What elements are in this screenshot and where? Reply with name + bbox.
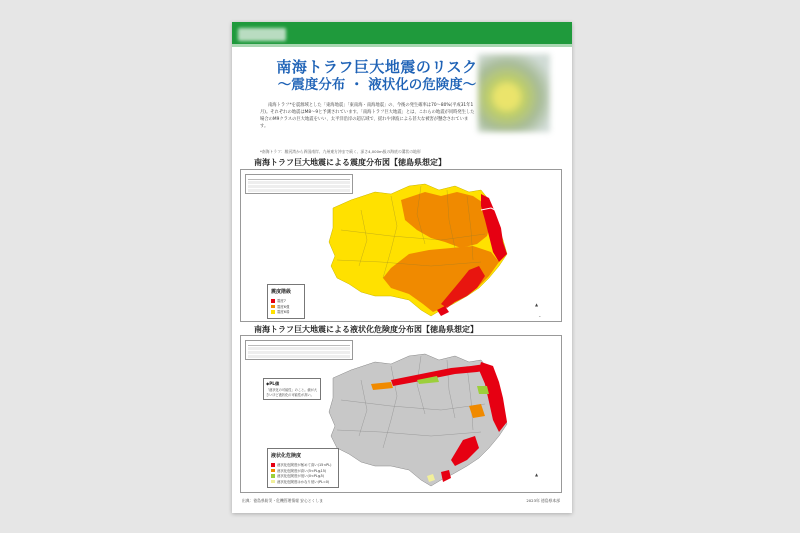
header-bar bbox=[232, 22, 572, 44]
footer-credit: 2023年 徳島県本部 bbox=[526, 498, 560, 503]
legend-swatch bbox=[271, 305, 275, 309]
legend-swatch bbox=[271, 463, 275, 467]
legend-label: 震度6強 bbox=[277, 304, 290, 309]
footer-source: 出典：徳島県防災・危機管理情報 安心とくしま bbox=[242, 498, 323, 503]
legend-item bbox=[271, 309, 301, 315]
scale-bar: ━ bbox=[539, 315, 541, 318]
legend-item bbox=[271, 468, 335, 474]
liquefaction-legend bbox=[267, 448, 339, 488]
north-arrow-icon: ▲ bbox=[535, 302, 539, 307]
north-arrow-icon: ▲ bbox=[535, 472, 539, 477]
seismic-map-title: 南海トラフ巨大地震による震度分布図【徳島県想定】 bbox=[254, 158, 446, 167]
liquefaction-legend-title: 液状化危険度 bbox=[271, 453, 302, 459]
legend-label: 液状化危険度はかなり低い(PL=0) bbox=[277, 479, 330, 484]
legend-label: 震度7 bbox=[277, 299, 286, 304]
legend-swatch bbox=[271, 469, 275, 473]
page-subtitle: 〜震度分布 ・ 液状化の危険度〜 bbox=[277, 77, 477, 93]
seismic-map-notes bbox=[245, 174, 353, 194]
intro-paragraph: 南海トラフ*を震源域とした「東海地震」「東南海・南海地震」の、今後の発生確率は70〜80%(平成31年1月)。それぞれの地震はM8〜9と予測されています。「南海トラフ巨大地震」とは、これらの地震が同時発生した場合のM9クラスの巨大地震をいい、太平洋沿岸の超広域で、揺れや津波による甚大な被害が懸念されています。 bbox=[260, 103, 475, 129]
pl-title: ◆PL値 bbox=[266, 381, 280, 386]
liquefaction-map-notes bbox=[245, 340, 353, 360]
header-tab bbox=[238, 28, 286, 41]
page-title: 南海トラフ巨大地震のリスク bbox=[276, 58, 478, 76]
seismic-legend-title: 震度階級 bbox=[271, 289, 292, 295]
liquefaction-map-title: 南海トラフ巨大地震による液状化危険度分布図【徳島県想定】 bbox=[254, 325, 478, 334]
blurred-photo bbox=[478, 54, 550, 132]
pl-value-box bbox=[263, 378, 321, 400]
document-page bbox=[232, 22, 572, 513]
legend-label: 液状化危険度が高い(5<PL≦15) bbox=[277, 468, 327, 473]
liquefaction-map bbox=[240, 335, 562, 493]
legend-swatch bbox=[271, 480, 275, 484]
legend-label: 液状化危険度が低い(0<PL≦5) bbox=[277, 474, 325, 479]
seismic-intensity-map bbox=[240, 169, 562, 322]
pl-text: 「液状化の可能性」のこと。値が大きいほど液状化の可能性が高い。 bbox=[266, 388, 317, 397]
legend-item bbox=[271, 479, 335, 485]
seismic-legend bbox=[267, 284, 305, 319]
legend-label: 震度6弱 bbox=[277, 310, 290, 315]
legend-swatch bbox=[271, 310, 275, 314]
legend-label: 液状化危険度が極めて高い(15<PL) bbox=[277, 463, 332, 468]
footnote: *南海トラフ：駿河湾から四国南岸、九州東方沖まで続く、深さ4,000m級の海底の溝状の地形 bbox=[260, 149, 421, 154]
legend-item bbox=[271, 462, 335, 468]
legend-swatch bbox=[271, 299, 275, 303]
legend-swatch bbox=[271, 474, 275, 478]
